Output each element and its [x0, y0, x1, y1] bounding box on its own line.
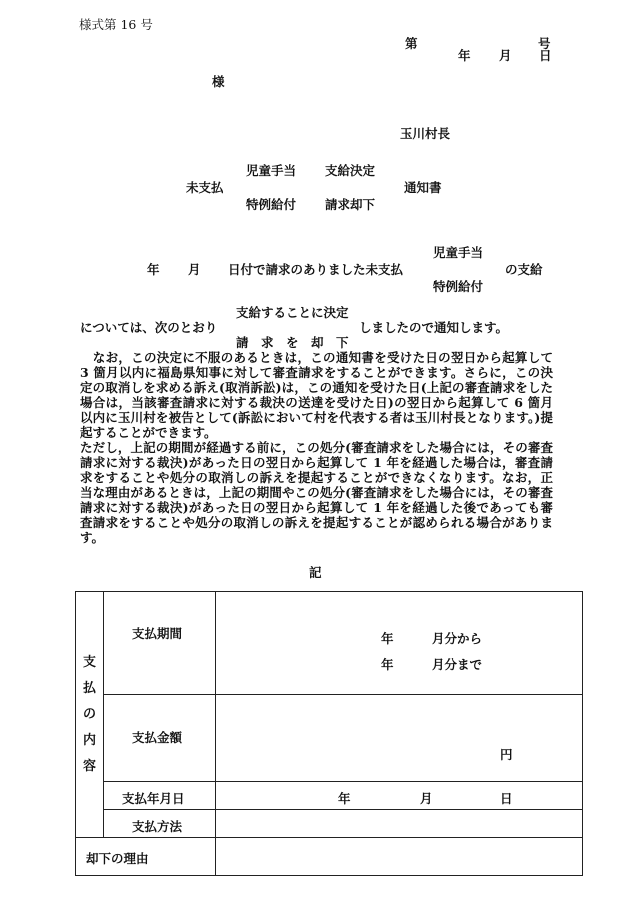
- title-seikyu-kyakka: 請求却下: [325, 197, 376, 212]
- payment-method-label: 支払方法: [132, 818, 183, 834]
- period-from-month: 月分から: [432, 631, 483, 646]
- period-label-cell: [104, 592, 216, 695]
- period-value-cell: [216, 592, 583, 695]
- reject-value-cell: [216, 838, 583, 876]
- side-char: 内: [82, 732, 96, 748]
- title-jido-teate: 児童手当: [246, 163, 297, 178]
- amount-label: 支払金額: [132, 730, 183, 746]
- method-label-cell: [104, 809, 216, 837]
- side-char: 払: [82, 680, 96, 696]
- addressee-honorific: 様: [212, 74, 225, 89]
- title-mishiharai: 未支払: [186, 180, 224, 195]
- payment-date-day: 日: [500, 790, 513, 806]
- date-label-cell: [104, 781, 216, 809]
- body-shikyu: の支給: [505, 262, 543, 277]
- amount-value-cell: [216, 695, 583, 781]
- body-notice-end: しましたので通知します。: [359, 320, 509, 335]
- method-value-cell: [216, 809, 583, 837]
- date-year: 年: [458, 48, 471, 63]
- number-suffix: 号: [538, 36, 551, 51]
- appeal-paragraph-2: ただし，上記の期間が経過する前に，この処分(審査請求をした場合には，その審査請求に対する裁決)があった日の翌日から起算して 1 年を経過した場合は，審査請求をすることや処分の取消しの訴えを提起することができなくなります。なお，正当な理由があるときは，上記の期間やこの処分(審査請求をした場合には，その審査請求に対する裁決)があった日の翌日から起算して 1 年を経過した後であっても審査請求をすることや処分の取消しの訴えを提起することが認められる場合があります。: [80, 440, 553, 545]
- issuer-name: 玉川村長: [400, 126, 451, 141]
- side-label-cell: [76, 592, 104, 838]
- amount-label-cell: [104, 695, 216, 781]
- reject-reason-label: 却下の理由: [86, 851, 149, 866]
- date-value-cell: [216, 781, 583, 809]
- reject-label-cell: [76, 838, 216, 876]
- payment-details-table: [75, 591, 583, 876]
- ki-heading: 記: [309, 565, 322, 580]
- appeal-notice: [80, 350, 553, 545]
- body-month: 月: [188, 262, 201, 277]
- number-prefix: 第: [405, 36, 418, 51]
- period-from-year: 年: [381, 631, 394, 646]
- period-label: 支払期間: [132, 626, 183, 641]
- date-day: 日: [539, 48, 552, 63]
- title-tsuchisho: 通知書: [404, 180, 442, 195]
- decision-reject: 請 求 を 却 下: [236, 335, 349, 350]
- side-char: の: [82, 706, 96, 722]
- title-tokurei-kyufu: 特例給付: [246, 197, 297, 212]
- period-to-month: 月分まで: [432, 657, 483, 672]
- period-to-year: 年: [381, 657, 394, 672]
- amount-yen: 円: [500, 747, 513, 763]
- appeal-paragraph-1: なお，この決定に不服のあるときは，この通知書を受けた日の翌日から起算して 3 箇月以内に福島県知事に対して審査請求をすることができます。さらに，この決定の取消しを求める訴え(取消訴訟)は，この通知を受けた日(上記の審査請求をした場合は，当該審査請求に対する裁決の送達を受けた日)の翌日から起算して 6 箇月以内に玉川村を被告として(訴訟において村を代表する者は玉川村長となります。)提起することができます。: [80, 350, 553, 440]
- date-month: 月: [499, 48, 512, 63]
- side-char: 容: [82, 758, 96, 774]
- side-char: 支: [82, 654, 96, 670]
- body-jido-teate: 児童手当: [433, 245, 484, 260]
- decision-pay: 支給することに決定: [236, 305, 349, 320]
- payment-date-month: 月: [420, 790, 433, 806]
- title-shikyu-kettei: 支給決定: [325, 163, 376, 178]
- form-number: 様式第 16 号: [79, 17, 153, 32]
- body-notice-start: については、次のとおり: [80, 320, 218, 335]
- payment-date-label: 支払年月日: [122, 790, 185, 806]
- body-request-text: 日付で請求のありました未支払: [228, 262, 404, 277]
- payment-date-year: 年: [338, 790, 351, 806]
- body-year: 年: [147, 262, 160, 277]
- body-tokurei-kyufu: 特例給付: [433, 279, 484, 294]
